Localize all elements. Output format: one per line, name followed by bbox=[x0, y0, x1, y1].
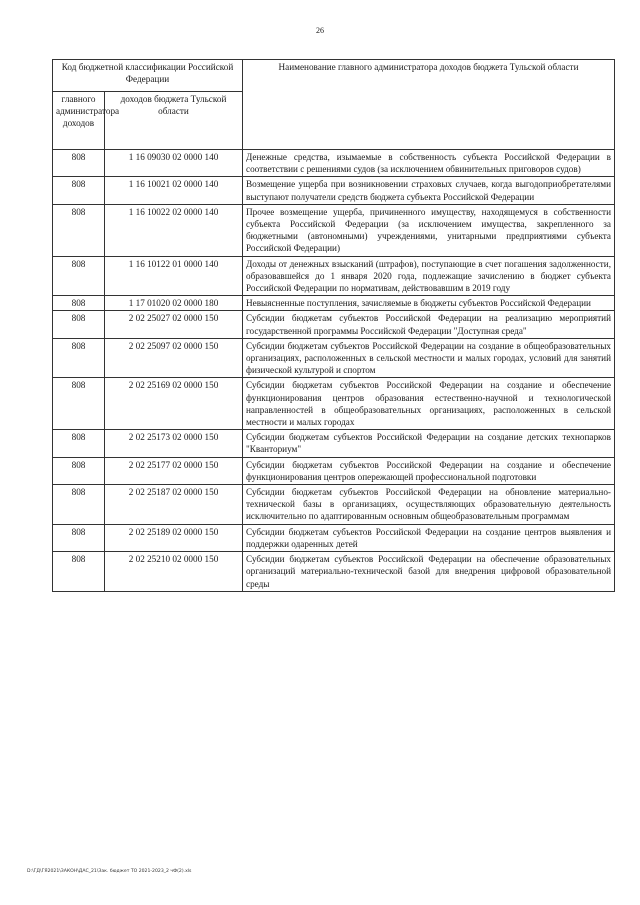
description-cell: Субсидии бюджетам субъектов Российской Федерации на создание детских технопарков "Кванториум" bbox=[243, 430, 615, 457]
page-number: 26 bbox=[316, 26, 324, 35]
admin-code-cell: 808 bbox=[53, 296, 105, 311]
revenue-code-cell: 1 16 10022 02 0000 140 bbox=[105, 204, 243, 256]
table-body bbox=[53, 150, 615, 592]
revenue-code-cell: 1 16 10021 02 0000 140 bbox=[105, 177, 243, 204]
description-cell: Субсидии бюджетам субъектов Российской Федерации на создание и обеспечение функционирования центров образования естественно-научной и технологической направленностей в общеобразовательных организациях, расположенных в сельской местности и малых городах bbox=[243, 378, 615, 430]
description-cell: Субсидии бюджетам субъектов Российской Федерации на создание в общеобразовательных организациях, расположенных в сельской местности и малых городах, условий для занятий физической культурой и спортом bbox=[243, 338, 615, 378]
table-row bbox=[53, 457, 615, 484]
table-row bbox=[53, 485, 615, 525]
description-cell: Субсидии бюджетам субъектов Российской Федерации на обновление материально-технической базы в организациях, осуществляющих образовательную деятельность исключительно по адаптированным основным общеобразовательным программам bbox=[243, 485, 615, 525]
revenue-code-cell: 2 02 25177 02 0000 150 bbox=[105, 457, 243, 484]
header-code-group: Код бюджетной классификации Российской Федерации bbox=[53, 60, 243, 92]
description-cell: Прочее возмещение ущерба, причиненного имуществу, находящемуся в собственности субъекта Российской Федерации (за исключением имущества, закрепленного за бюджетными (автономными) учреждениями, унитарными предприятиями субъекта Российской Федерации) bbox=[243, 204, 615, 256]
description-cell: Доходы от денежных взысканий (штрафов), поступающие в счет погашения задолженности, образовавшейся до 1 января 2020 года, подлежащие зачислению в бюджет субъекта Российской Федерации по нормативам, действовавшим в 2019 году bbox=[243, 256, 615, 296]
header-name-column: Наименование главного администратора доходов бюджета Тульской области bbox=[243, 60, 615, 150]
description-cell: Невыясненные поступления, зачисляемые в бюджеты субъектов Российской Федерации bbox=[243, 296, 615, 311]
admin-code-cell: 808 bbox=[53, 177, 105, 204]
table-row bbox=[53, 524, 615, 551]
admin-code-cell: 808 bbox=[53, 552, 105, 592]
table-row bbox=[53, 378, 615, 430]
admin-code-cell: 808 bbox=[53, 204, 105, 256]
description-cell: Субсидии бюджетам субъектов Российской Федерации на реализацию мероприятий государственной программы Российской Федерации "Доступная среда" bbox=[243, 311, 615, 338]
revenue-code-cell: 2 02 25027 02 0000 150 bbox=[105, 311, 243, 338]
admin-code-cell: 808 bbox=[53, 311, 105, 338]
revenue-code-cell: 2 02 25210 02 0000 150 bbox=[105, 552, 243, 592]
revenue-code-cell: 2 02 25097 02 0000 150 bbox=[105, 338, 243, 378]
revenue-code-cell: 2 02 25173 02 0000 150 bbox=[105, 430, 243, 457]
table-row bbox=[53, 552, 615, 592]
table-row bbox=[53, 177, 615, 204]
description-cell: Субсидии бюджетам субъектов Российской Федерации на создание центров выявления и поддержки одаренных детей bbox=[243, 524, 615, 551]
revenue-code-cell: 1 17 01020 02 0000 180 bbox=[105, 296, 243, 311]
table-row bbox=[53, 338, 615, 378]
description-cell: Денежные средства, изымаемые в собственность субъекта Российской Федерации в соответствии с решениями судов (за исключением обвинительных приговоров судов) bbox=[243, 150, 615, 177]
admin-code-cell: 808 bbox=[53, 485, 105, 525]
admin-code-cell: 808 bbox=[53, 524, 105, 551]
revenue-code-cell: 1 16 09030 02 0000 140 bbox=[105, 150, 243, 177]
header-admin-column: главного администратора доходов bbox=[53, 92, 105, 150]
description-cell: Возмещение ущерба при возникновении страховых случаев, когда выгодоприобретателями выступают получатели средств бюджета субъекта Российской Федерации bbox=[243, 177, 615, 204]
header-revenue-column: доходов бюджета Тульской области bbox=[105, 92, 243, 150]
table-header bbox=[53, 60, 615, 150]
table-row bbox=[53, 204, 615, 256]
table-row bbox=[53, 296, 615, 311]
footer-file-path: D:\ГД\ГЯ2021\ЗАКОН\ДАС_21\Зак. бюджет ТО 2021-2023_2 чФ(2).xls bbox=[27, 869, 192, 874]
description-cell: Субсидии бюджетам субъектов Российской Федерации на обеспечение образовательных организаций материально-технической базой для внедрения цифровой образовательной среды bbox=[243, 552, 615, 592]
revenue-code-cell: 1 16 10122 01 0000 140 bbox=[105, 256, 243, 296]
table-row bbox=[53, 256, 615, 296]
admin-code-cell: 808 bbox=[53, 457, 105, 484]
table-row bbox=[53, 150, 615, 177]
budget-table bbox=[52, 59, 615, 592]
revenue-code-cell: 2 02 25187 02 0000 150 bbox=[105, 485, 243, 525]
revenue-code-cell: 2 02 25169 02 0000 150 bbox=[105, 378, 243, 430]
description-cell: Субсидии бюджетам субъектов Российской Федерации на создание и обеспечение функционирования центров опережающей профессиональной подготовки bbox=[243, 457, 615, 484]
admin-code-cell: 808 bbox=[53, 256, 105, 296]
table-row bbox=[53, 430, 615, 457]
admin-code-cell: 808 bbox=[53, 378, 105, 430]
admin-code-cell: 808 bbox=[53, 430, 105, 457]
admin-code-cell: 808 bbox=[53, 338, 105, 378]
admin-code-cell: 808 bbox=[53, 150, 105, 177]
revenue-code-cell: 2 02 25189 02 0000 150 bbox=[105, 524, 243, 551]
table-row bbox=[53, 311, 615, 338]
